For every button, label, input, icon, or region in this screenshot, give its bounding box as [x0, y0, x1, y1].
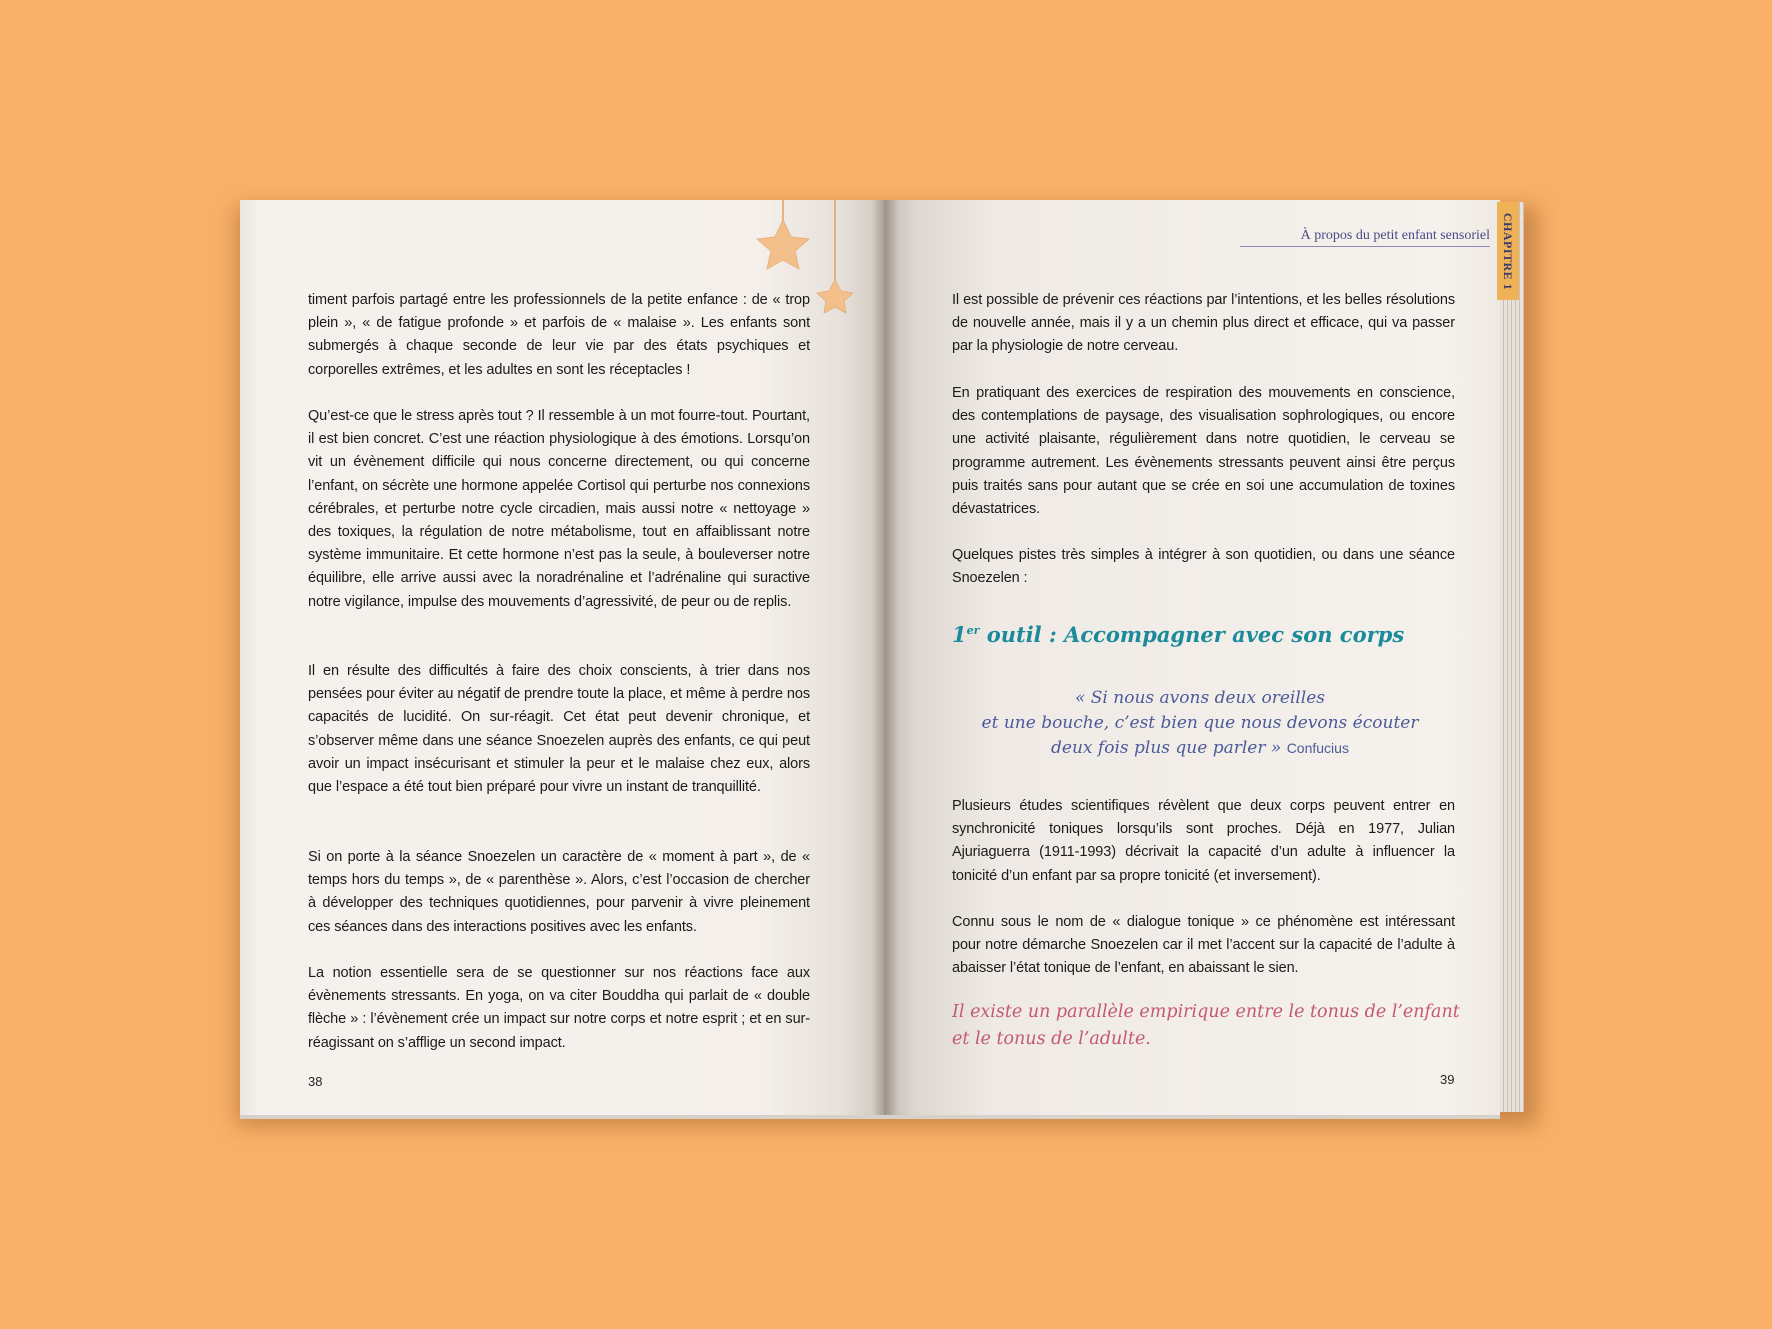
highlight-quote: [952, 999, 1472, 1053]
running-header: À propos du petit enfant sensoriel: [1240, 228, 1490, 247]
hanging-star-icon: [817, 200, 853, 313]
page-edges: [1500, 202, 1524, 1112]
quote-line-1: « Si nous avons deux oreilles: [1074, 688, 1325, 708]
page-number-right: 39: [1440, 1072, 1455, 1087]
section-title-text: outil : Accompagner avec son corps: [979, 622, 1405, 647]
highlight-line-1: Il existe un parallèle empirique entre le tonus de l’enfant: [952, 1002, 1460, 1022]
right-paragraph-4: Plusieurs études scientifiques révèlent que deux corps peuvent entrer en synchronicité toniques lorsqu’ils sont proches. Déjà en 1977, Julian Ajuriaguerra (1911-1993) décrivait la capacité d’un adulte à influencer la tonicité d’un enfant par sa propre tonicité (et inversement).: [952, 798, 1455, 884]
quote-line-3: deux fois plus que parler »: [1051, 738, 1282, 758]
right-paragraph-1: Il est possible de prévenir ces réactions par l’intentions, et les belles résolutions de nouvelle année, mais il y a un chemin plus direct et efficace, qui va passer par la physiologie de notre cerveau.: [952, 292, 1455, 355]
chapter-tab: [1497, 202, 1519, 300]
quote-block: [960, 686, 1440, 761]
right-paragraph-2: En pratiquant des exercices de respiration des mouvements en conscience, des contemplations de paysage, des visualisation sophrologiques, ou encore une activité plaisante, régulièrement dans notre quotidien, le cerveau se programme autrement. Les évènements stressants peuvent ainsi être perçus puis traités sans pour autant que se crée en soi une accumulation de toxines dévastatrices.: [952, 385, 1455, 518]
left-paragraph-5: La notion essentielle sera de se questionner sur nos réactions face aux évènements stressants. En yoga, on va citer Bouddha qui parlait de « double flèche » : l’évènement crée un impact sur notre corps et notre esprit ; et en sur-réagissant on s’afflige un second impact.: [308, 965, 810, 1051]
left-paragraph-1: timent parfois partagé entre les professionnels de la petite enfance : de « trop plein », « de fatigue profonde » et parfois de « malaise ». Les enfants sont submergés à chaque seconde de leur vie par des états psychiques et corporelles extrêmes, et les adultes en sont les réceptacles !: [308, 292, 810, 378]
quote-author: Confucius: [1286, 740, 1349, 756]
page-number-left: 38: [308, 1074, 323, 1089]
left-paragraph-3: Il en résulte des difficultés à faire des choix conscients, à trier dans nos pensées pour éviter au négatif de prendre toute la place, et même à perdre nos capacités de lucidité. On sur-réagit. Cet état peut devenir chronique, et s’observer même dans une séance Snoezelen auprès des enfants, ce qui peut avoir un impact insécurisant et stimuler la peur et le malaise chez eux, alors que l’espace a été tout bien préparé pour vivre un instant de tranquillité.: [308, 663, 810, 796]
highlight-line-2: et le tonus de l’adulte.: [952, 1029, 1151, 1049]
right-paragraph-3: Quelques pistes très simples à intégrer à son quotidien, ou dans une séance Snoezelen :: [952, 547, 1455, 587]
chapter-tab-label: CHAPITRE 1: [1501, 212, 1516, 290]
left-paragraph-4: Si on porte à la séance Snoezelen un caractère de « moment à part », de « temps hors du temps », de « parenthèse ». Alors, c’est l’occasion de chercher à développer des techniques quotidiennes, pour parvenir à vivre pleinement ces séances dans des interactions positives avec les enfants.: [308, 849, 810, 935]
section-title-sup: er: [966, 624, 980, 637]
right-paragraph-5: Connu sous le nom de « dialogue tonique » ce phénomène est intéressant pour notre démarche Snoezelen car il met l’accent sur la capacité de l’adulte à abaisser l’état tonique de l’enfant, en abaissant le sien.: [952, 914, 1455, 977]
left-paragraph-2: Qu’est-ce que le stress après tout ? Il ressemble à un mot fourre-tout. Pourtant, il est bien concret. C’est une réaction physiologique à des émotions. Lorsqu’on vit un évènement difficile qui nous concerne directement, ou qui concerne l’enfant, on sécrète une hormone appelée Cortisol qui perturbe nos connexions cérébrales, et perturbe notre cycle circadien, mais aussi notre « nettoyage » des toxiques, la régulation de notre métabolisme, tout en affaiblissant notre système immunitaire. Et cette hormone n’est pas la seule, à bouleverser notre équilibre, elle arrive aussi avec la noradrénaline et l’adrénaline qui suractive notre vigilance, impulse des mouvements d’agressivité, de peur ou de replis.: [308, 408, 810, 610]
section-title-number: 1: [952, 622, 967, 647]
hanging-star-icon: [757, 200, 809, 269]
quote-line-2: et une bouche, c’est bien que nous devons écouter: [981, 713, 1419, 733]
section-title: [952, 622, 1404, 647]
